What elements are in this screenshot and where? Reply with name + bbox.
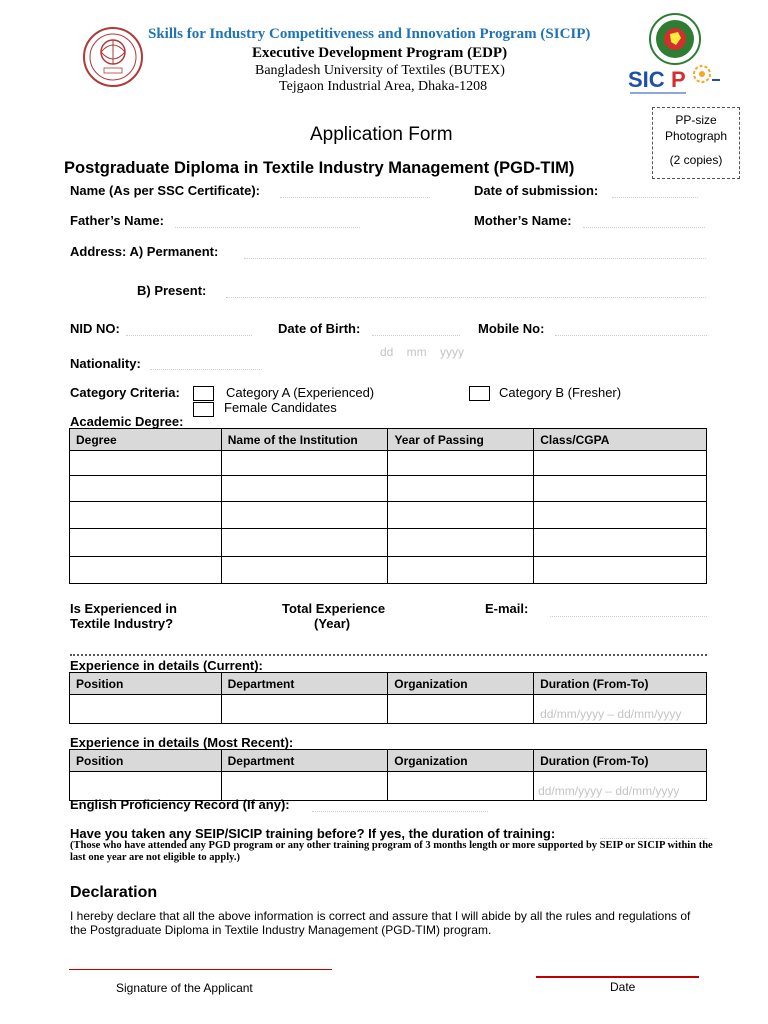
col-department: Department <box>221 750 388 772</box>
academic-table <box>69 428 707 584</box>
table-row <box>70 476 707 502</box>
government-seal-logo <box>648 12 702 66</box>
table-row <box>70 502 707 529</box>
sicip-logo <box>626 60 722 98</box>
experience-current-label: Experience in details (Current): <box>70 658 263 673</box>
academic-col-year: Year of Passing <box>388 429 534 451</box>
table-cell[interactable] <box>388 772 534 801</box>
table-cell[interactable] <box>534 451 707 476</box>
total-experience-label-2: (Year) <box>314 616 351 631</box>
academic-col-institution: Name of the Institution <box>221 429 388 451</box>
table-cell[interactable] <box>388 557 534 584</box>
category-a-label: Category A (Experienced) <box>226 385 375 400</box>
date-submission-label: Date of submission: <box>474 183 599 198</box>
declaration-heading: Declaration <box>70 884 158 901</box>
female-candidates-checkbox[interactable] <box>193 402 214 417</box>
experience-current-header-row <box>70 673 707 695</box>
english-proficiency-input[interactable] <box>312 811 488 812</box>
col-position: Position <box>70 750 222 772</box>
category-b-checkbox[interactable] <box>469 386 490 401</box>
mobile-label: Mobile No: <box>478 321 545 336</box>
address-permanent-input[interactable] <box>244 258 706 259</box>
date-signature-label: Date <box>610 980 636 994</box>
photo-box <box>652 107 740 179</box>
form-title: Application Form <box>310 124 453 145</box>
female-candidates-label: Female Candidates <box>224 400 337 415</box>
dob-input[interactable] <box>372 335 460 336</box>
total-experience-label-1: Total Experience <box>282 601 386 616</box>
col-position: Position <box>70 673 222 695</box>
table-cell[interactable] <box>70 451 222 476</box>
is-experienced-label-1: Is Experienced in <box>70 601 177 616</box>
applicant-signature-line <box>69 969 332 970</box>
training-note: (Those who have attended any PGD program or any other training program of 3 months length or more supported by SEIP or SICIP within the last one year are not eligible to apply.) <box>70 840 713 863</box>
table-cell[interactable] <box>534 502 707 529</box>
table-cell[interactable] <box>221 695 388 724</box>
category-label: Category Criteria: <box>70 385 180 400</box>
table-cell[interactable] <box>70 695 222 724</box>
svg-text:P: P <box>671 67 686 92</box>
academic-col-cgpa: Class/CGPA <box>534 429 707 451</box>
date-signature-line <box>536 976 699 978</box>
mobile-input[interactable] <box>555 335 707 336</box>
mother-name-label: Mother’s Name: <box>474 213 572 228</box>
table-cell[interactable] <box>221 451 388 476</box>
table-cell[interactable] <box>534 529 707 557</box>
category-b-label: Category B (Fresher) <box>499 385 622 400</box>
edp-title: Executive Development Program (EDP) <box>252 45 508 61</box>
category-a-checkbox[interactable] <box>193 386 214 401</box>
university-name: Bangladesh University of Textiles (BUTEX) <box>255 63 505 78</box>
col-organization: Organization <box>388 673 534 695</box>
mother-name-input[interactable] <box>583 227 705 228</box>
address-present-input[interactable] <box>226 297 706 298</box>
is-experienced-label-2: Textile Industry? <box>70 616 174 631</box>
nationality-input[interactable] <box>150 369 262 370</box>
col-duration: Duration (From-To) <box>534 750 707 772</box>
table-cell[interactable] <box>221 476 388 502</box>
svg-text:SIC: SIC <box>628 67 665 92</box>
table-cell[interactable] <box>70 529 222 557</box>
table-cell[interactable] <box>388 695 534 724</box>
table-row <box>70 557 707 584</box>
program-title: Skills for Industry Competitiveness and Innovation Program (SICIP) <box>148 26 591 42</box>
nid-input[interactable] <box>126 335 252 336</box>
training-question: Have you taken any SEIP/SICIP training before? If yes, the duration of training: <box>70 826 556 841</box>
name-input[interactable] <box>280 197 430 198</box>
english-proficiency-label: English Proficiency Record (If any): <box>70 797 290 812</box>
academic-degree-label: Academic Degree: <box>70 414 184 429</box>
experience-current-table <box>69 672 707 724</box>
applicant-signature-label: Signature of the Applicant <box>116 981 253 995</box>
col-duration: Duration (From-To) <box>534 673 707 695</box>
table-cell[interactable] <box>388 502 534 529</box>
table-cell[interactable] <box>221 529 388 557</box>
photo-box-line2: Photograph <box>664 129 728 143</box>
experience-recent-header-row <box>70 750 707 772</box>
table-cell[interactable] <box>534 557 707 584</box>
table-cell[interactable] <box>221 502 388 529</box>
photo-box-line1: PP-size <box>675 113 717 127</box>
dob-label: Date of Birth: <box>278 321 361 336</box>
address-permanent-label: Address: A) Permanent: <box>70 244 219 259</box>
nationality-label: Nationality: <box>70 356 141 371</box>
father-name-input[interactable] <box>175 227 360 228</box>
nid-label: NID NO: <box>70 321 120 336</box>
table-cell[interactable] <box>388 476 534 502</box>
form-subtitle: Postgraduate Diploma in Textile Industry Management (PGD-TIM) <box>64 159 575 177</box>
table-cell[interactable] <box>70 557 222 584</box>
table-row <box>70 451 707 476</box>
table-cell[interactable] <box>388 529 534 557</box>
butex-seal-logo <box>82 18 144 96</box>
col-organization: Organization <box>388 750 534 772</box>
duration-cell[interactable] <box>534 772 707 801</box>
experience-dotted-separator <box>70 654 707 656</box>
table-cell[interactable] <box>70 502 222 529</box>
table-cell[interactable] <box>221 557 388 584</box>
father-name-label: Father’s Name: <box>70 213 164 228</box>
table-row <box>70 529 707 557</box>
table-cell[interactable] <box>70 476 222 502</box>
duration-hint: dd/mm/yyyy – dd/mm/yyyy <box>540 707 682 721</box>
experience-recent-table <box>69 749 707 801</box>
name-label: Name (As per SSC Certificate): <box>70 183 260 198</box>
table-cell[interactable] <box>388 451 534 476</box>
table-cell[interactable] <box>534 476 707 502</box>
academic-header-row <box>70 429 707 451</box>
dob-hint: dd mm yyyy <box>380 345 465 359</box>
duration-hint: dd/mm/yyyy – dd/mm/yyyy <box>538 784 680 798</box>
training-input[interactable] <box>600 838 707 839</box>
duration-cell[interactable] <box>534 695 707 724</box>
address-present-label: B) Present: <box>137 283 207 298</box>
table-row <box>70 695 707 724</box>
declaration-text: I hereby declare that all the above information is correct and assure that I will abide by all the rules and regulations of the Postgraduate Diploma in Textile Industry Management (PGD-TIM) program. <box>70 909 691 937</box>
date-submission-input[interactable] <box>612 197 698 198</box>
experience-recent-label: Experience in details (Most Recent): <box>70 735 294 750</box>
col-department: Department <box>221 673 388 695</box>
academic-col-degree: Degree <box>70 429 222 451</box>
photo-box-line3: (2 copies) <box>669 153 723 167</box>
email-input[interactable] <box>550 616 707 617</box>
university-address: Tejgaon Industrial Area, Dhaka-1208 <box>279 79 488 94</box>
email-label: E-mail: <box>485 601 529 616</box>
